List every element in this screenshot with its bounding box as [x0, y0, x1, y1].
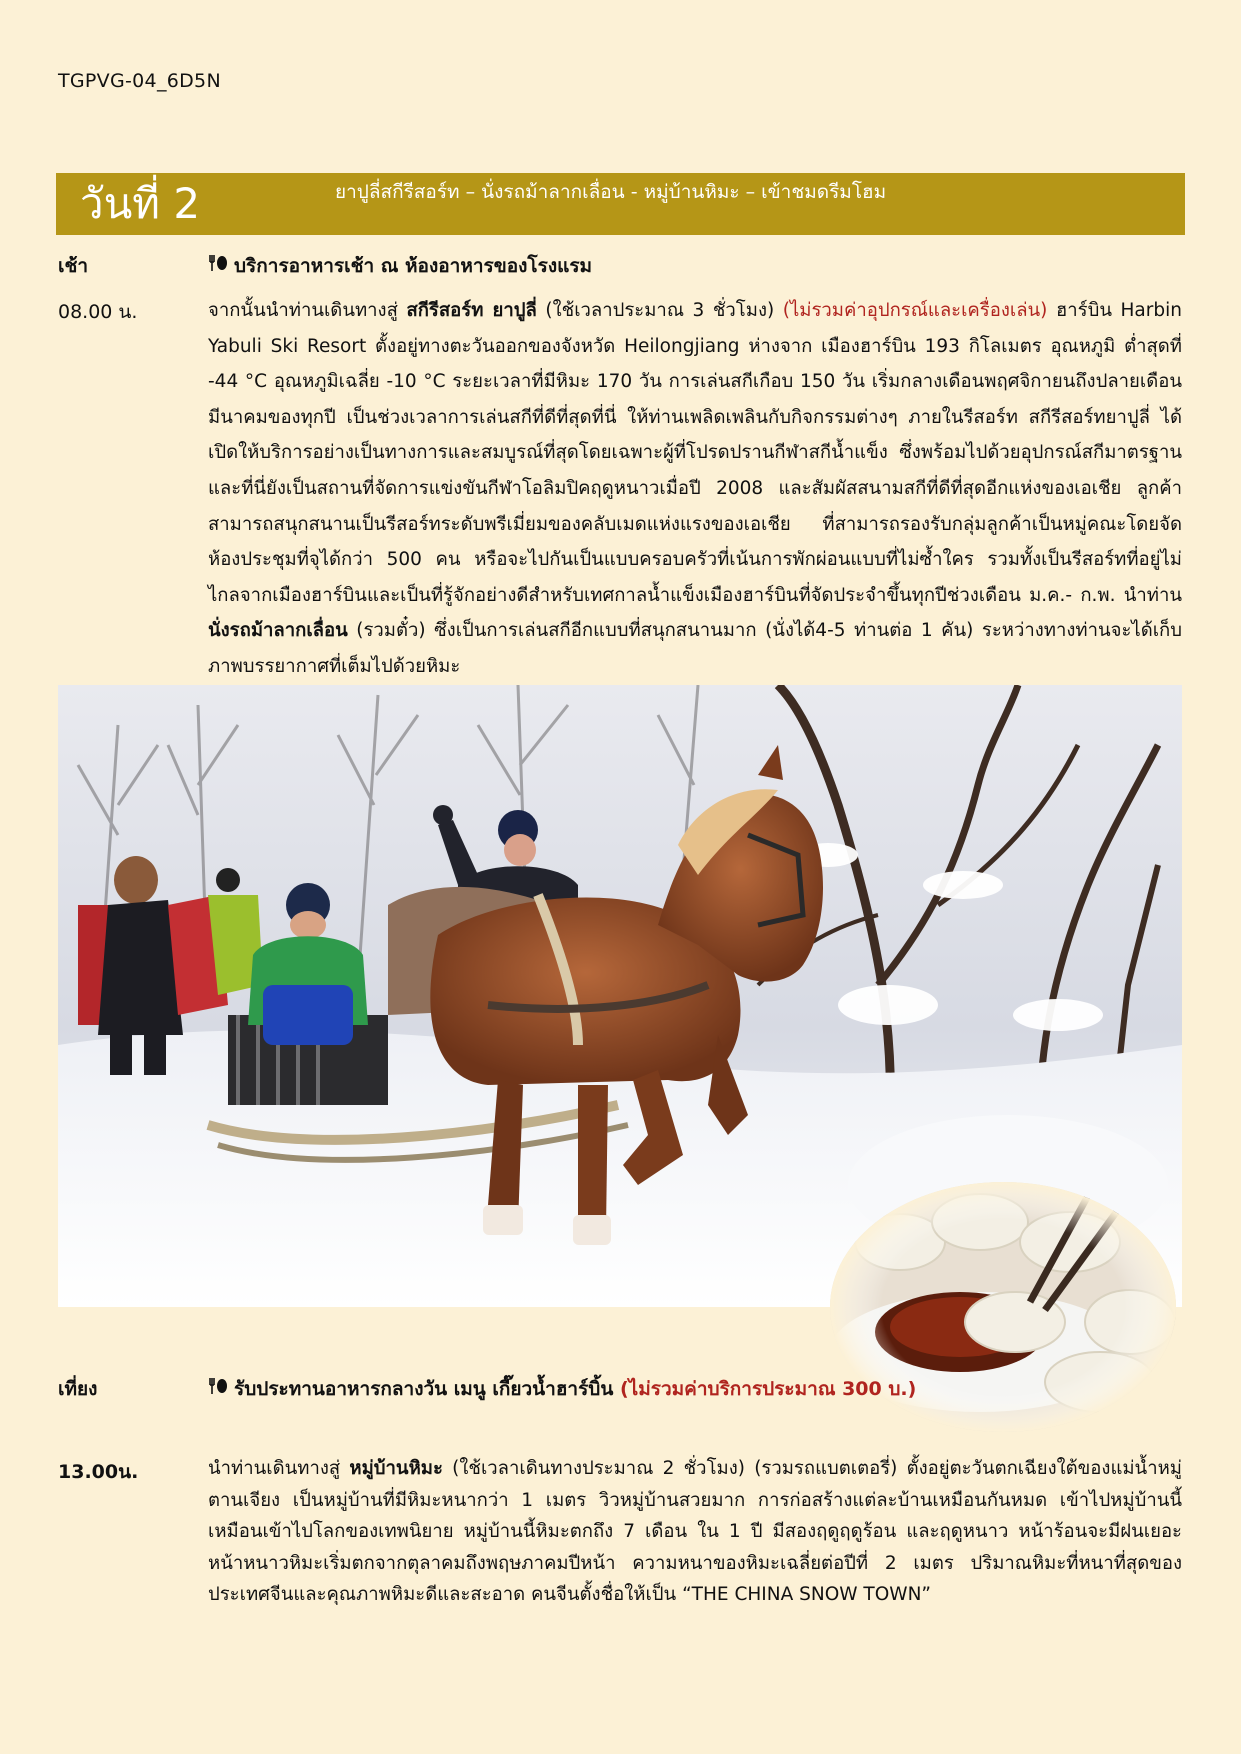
village-text-1: นำท่านเดินทางสู่: [208, 1458, 350, 1479]
day-route: ยาปูลี่สกีรีสอร์ท – นั่งรถม้าลากเลื่อน - หมู่บ้านหิมะ – เข้าชมดรีมโฮม: [335, 181, 887, 203]
village-text-3: (ใช้เวลาเดินทางประมาณ 2 ชั่วโมง) (รวมรถแบตเตอรี่) ตั้งอยู่ตะวันตกเฉียงใต้ของแม่น้ำหมู่ตานเจียง เป็นหมู่บ้านที่มีหิมะหนากว่า 1 เมตร วิวหมู่บ้านสวยมาก การก่อสร้างแต่ละบ้านเหมือนกันหมด เข้าไปหมู่บ้านนี้เหมือนเข้าไปโลกของเทพนิยาย หมู่บ้านนี้หิมะตกถึง 7 เดือน ใน 1 ปี มีสองฤดูฤดูร้อน และฤดูหนาว หน้าร้อนจะมีฝนเยอะ หน้าหนาวหิมะเริ่มตกจากตุลาคมถึงพฤษภาคมปีหน้า ความหนาของหิมะเฉลี่ยต่อปีที่ 2 เมตร ปริมาณหิมะที่หนาที่สุดของประเทศจีนและคุณภาพหิมะดีและสะอาด คนจีนตั้งชื่อให้เป็น “THE CHINA SNOW TOWN”: [208, 1458, 1182, 1606]
breakfast-text: บริการอาหารเช้า ณ ห้องอาหารของโรงแรม: [234, 255, 593, 277]
ski-resort-name: สกีรีสอร์ท ยาปูลี่: [406, 300, 537, 321]
day-banner: [56, 173, 1185, 235]
breakfast-time: เช้า: [58, 255, 89, 277]
lunch-row: [208, 1374, 916, 1404]
lunch-text: รับประทานอาหารกลางวัน เมนู เกี๊ยวน้ำฮาร์บิ้น: [234, 1378, 620, 1400]
sleigh-ride-name: นั่งรถม้าลากเลื่อน: [208, 620, 348, 642]
snow-village-name: หมู่บ้านหิมะ: [349, 1458, 443, 1479]
lunch-time: เที่ยง: [58, 1378, 98, 1400]
lunch-note: (ไม่รวมค่าบริการประมาณ 300 บ.): [619, 1378, 917, 1400]
village-paragraph: [208, 1453, 1182, 1611]
ski-text-3: (ใช้เวลาประมาณ 3 ชั่วโมง): [536, 300, 783, 321]
dining-icon: [208, 1377, 228, 1400]
ski-time: 08.00 น.: [58, 301, 138, 323]
document-code: TGPVG-04_6D5N: [58, 70, 221, 92]
ski-paragraph: [208, 293, 1182, 685]
ski-text-5: ฮาร์บิน Harbin Yabuli Ski Resort ตั้งอยู่ทางตะวันออกของจังหวัด Heilongjiang ห่างจาก เมืองฮาร์บิน 193 กิโลเมตร อุณหภูมิ ต่ำสุดที่ -44 °C อุณหภูมิเฉลี่ย -10 °C ระยะเวลาที่มีหิมะ 170 วัน การเล่นสกีเกือบ 150 วัน เริ่มกลางเดือนพฤศจิกายนถึงปลายเดือนมีนาคมของทุกปี เป็นช่วงเวลาการเล่นสกีที่ดีที่สุดที่นี่ ให้ท่านเพลิดเพลินกับกิจกรรมต่างๆ ภายในรีสอร์ท สกีรีสอร์ทยาปูลี่ ได้เปิดให้บริการอย่างเป็นทางการและสมบูรณ์ที่สุดโดยเฉพาะผู้ที่โปรดปรานกีฬาสกีน้ำแข็ง ซึ่งพร้อมไปด้วยอุปกรณ์สกีมาตรฐาน และที่นี่ยังเป็นสถานที่จัดการแข่งขันกีฬาโอลิมปิคฤดูหนาวเมื่อปี 2008 และสัมผัสสนามสกีที่ดีที่สุดอีกแห่งของเอเชีย ลูกค้าสามารถสนุกสนานเป็นรีสอร์ทระดับพรีเมี่ยมของคลับเมดแห่งแรงของเอเชีย ที่สามารถรองรับกลุ่มลูกค้าเป็นหมู่คณะโดยจัดห้องประชุมที่จุได้กว่า 500 คน หรือจะไปกันเป็นแบบครอบครัวที่เน้นการพักผ่อนแบบที่ไม่ซ้ำใคร รวมทั้งเป็นรีสอร์ทที่อยู่ไม่ไกลจากเมืองฮาร์บินและเป็นที่รู้จักอย่างดีสำหรับเทศกาลน้ำแข็งเมืองฮาร์บินที่จัดประจำขึ้นทุกปีช่วงเดือน ม.ค.- ก.พ. นำท่าน: [208, 300, 1182, 606]
village-time: 13.00น.: [58, 1461, 139, 1483]
day-label: วันที่ 2: [80, 179, 201, 228]
dining-icon: [208, 254, 228, 277]
ski-note: (ไม่รวมค่าอุปกรณ์และเครื่องเล่น): [782, 300, 1048, 321]
ski-text-1: จากนั้นนำท่านเดินทางสู่: [208, 300, 407, 321]
ski-text-7: (รวมตั๋ว) ซึ่งเป็นการเล่นสกีอีกแบบที่สนุกสนานมาก (นั่งได้4-5 ท่านต่อ 1 คัน) ระหว่างทางท่านจะได้เก็บภาพบรรยากาศที่เต็มไปด้วยหิมะ: [208, 620, 1182, 677]
breakfast-row: [208, 251, 592, 281]
